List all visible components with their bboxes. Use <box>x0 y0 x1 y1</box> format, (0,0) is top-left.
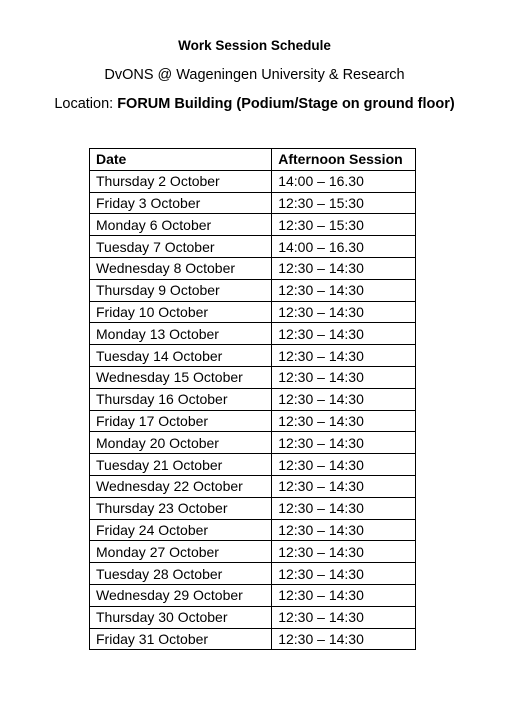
session-time-cell: 12:30 – 14:30 <box>272 257 416 279</box>
session-time-cell: 12:30 – 14:30 <box>272 410 416 432</box>
date-cell: Thursday 30 October <box>90 606 272 628</box>
date-cell: Thursday 2 October <box>90 170 272 192</box>
session-time-cell: 12:30 – 14:30 <box>272 345 416 367</box>
table-row <box>90 257 416 279</box>
location-line <box>0 96 509 112</box>
session-time-cell: 12:30 – 15:30 <box>272 192 416 214</box>
table-row <box>90 628 416 650</box>
table-row <box>90 279 416 301</box>
date-cell: Thursday 16 October <box>90 388 272 410</box>
date-cell: Wednesday 29 October <box>90 584 272 606</box>
table-row <box>90 563 416 585</box>
table-row <box>90 170 416 192</box>
date-cell: Friday 24 October <box>90 519 272 541</box>
location-value: FORUM Building (Podium/Stage on ground floor) <box>117 96 455 112</box>
date-cell: Tuesday 21 October <box>90 454 272 476</box>
date-cell: Tuesday 7 October <box>90 236 272 258</box>
table-row <box>90 541 416 563</box>
date-cell: Monday 20 October <box>90 432 272 454</box>
schedule-table <box>89 148 416 650</box>
table-row <box>90 432 416 454</box>
table-row <box>90 192 416 214</box>
session-time-cell: 12:30 – 14:30 <box>272 301 416 323</box>
session-time-cell: 12:30 – 14:30 <box>272 584 416 606</box>
session-time-cell: 12:30 – 14:30 <box>272 279 416 301</box>
date-cell: Thursday 23 October <box>90 497 272 519</box>
column-header-afternoon-session: Afternoon Session <box>272 149 416 171</box>
session-time-cell: 12:30 – 14:30 <box>272 366 416 388</box>
session-time-cell: 12:30 – 14:30 <box>272 475 416 497</box>
table-row <box>90 584 416 606</box>
table-row <box>90 345 416 367</box>
table-row <box>90 475 416 497</box>
table-row <box>90 497 416 519</box>
session-time-cell: 12:30 – 14:30 <box>272 606 416 628</box>
date-cell: Friday 17 October <box>90 410 272 432</box>
location-label: Location: <box>54 96 118 112</box>
session-time-cell: 12:30 – 14:30 <box>272 497 416 519</box>
session-time-cell: 12:30 – 14:30 <box>272 388 416 410</box>
table-row <box>90 301 416 323</box>
date-cell: Friday 3 October <box>90 192 272 214</box>
session-time-cell: 12:30 – 14:30 <box>272 541 416 563</box>
table-row <box>90 366 416 388</box>
table-row <box>90 214 416 236</box>
document-subtitle: DvONS @ Wageningen University & Research <box>104 67 405 83</box>
session-time-cell: 12:30 – 15:30 <box>272 214 416 236</box>
session-time-cell: 12:30 – 14:30 <box>272 323 416 345</box>
date-cell: Monday 13 October <box>90 323 272 345</box>
table-row <box>90 519 416 541</box>
session-time-cell: 14:00 – 16.30 <box>272 170 416 192</box>
session-time-cell: 12:30 – 14:30 <box>272 432 416 454</box>
session-time-cell: 12:30 – 14:30 <box>272 454 416 476</box>
date-cell: Wednesday 8 October <box>90 257 272 279</box>
date-cell: Monday 6 October <box>90 214 272 236</box>
table-row <box>90 606 416 628</box>
session-time-cell: 12:30 – 14:30 <box>272 519 416 541</box>
date-cell: Monday 27 October <box>90 541 272 563</box>
session-time-cell: 12:30 – 14:30 <box>272 628 416 650</box>
table-row <box>90 388 416 410</box>
date-cell: Tuesday 28 October <box>90 563 272 585</box>
date-cell: Wednesday 15 October <box>90 366 272 388</box>
session-time-cell: 14:00 – 16.30 <box>272 236 416 258</box>
schedule-table-body <box>90 170 416 650</box>
table-header-row <box>90 149 416 171</box>
date-cell: Friday 10 October <box>90 301 272 323</box>
document-title: Work Session Schedule <box>178 38 331 53</box>
date-cell: Thursday 9 October <box>90 279 272 301</box>
date-cell: Wednesday 22 October <box>90 475 272 497</box>
table-row <box>90 454 416 476</box>
session-time-cell: 12:30 – 14:30 <box>272 563 416 585</box>
table-row <box>90 410 416 432</box>
table-row <box>90 236 416 258</box>
table-row <box>90 323 416 345</box>
column-header-date: Date <box>90 149 272 171</box>
date-cell: Friday 31 October <box>90 628 272 650</box>
date-cell: Tuesday 14 October <box>90 345 272 367</box>
